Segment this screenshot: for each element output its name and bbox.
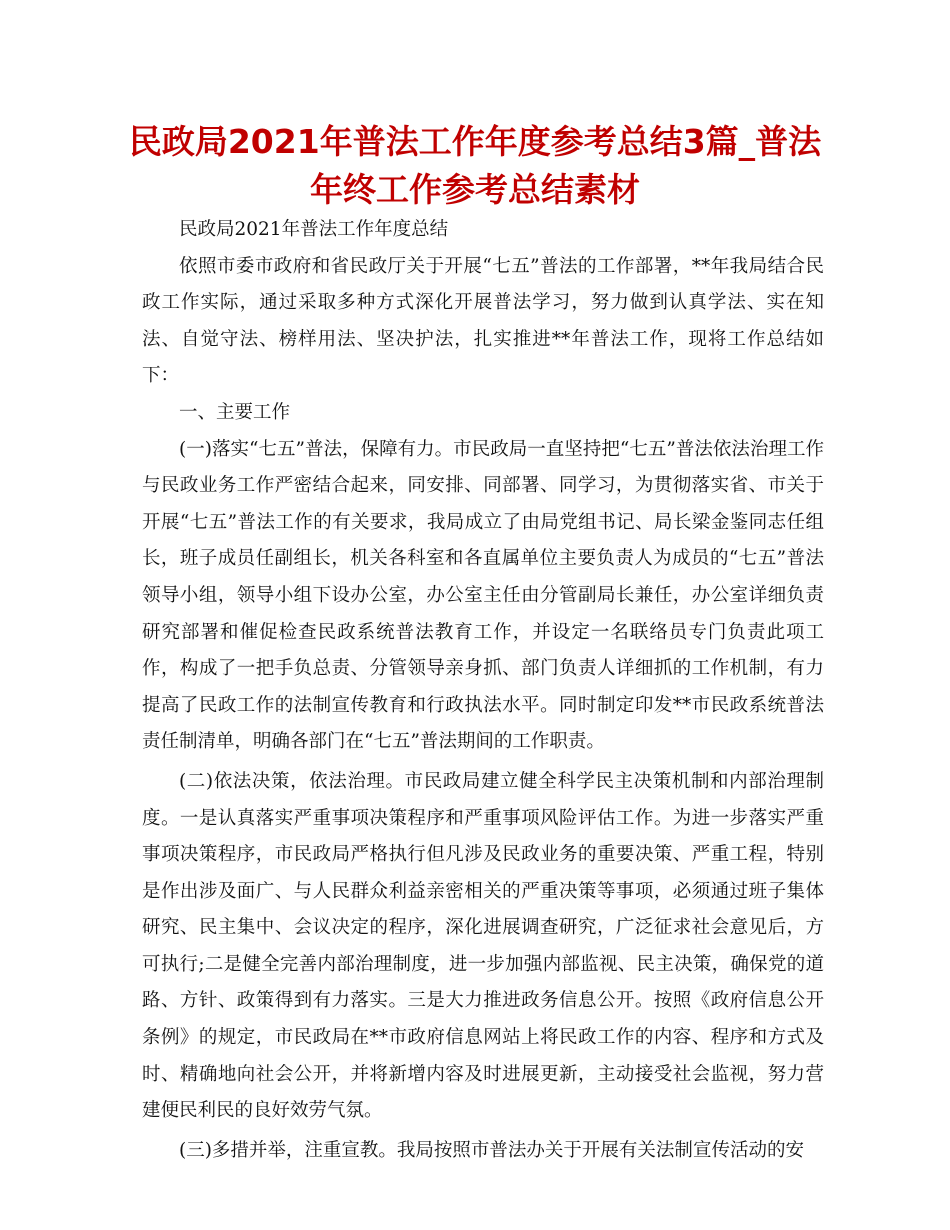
- body-paragraph-2: (二)依法决策，依法治理。市民政局建立健全科学民主决策机制和内部治理制度。一是认真落实严重事项决策程序和严重事项风险评估工作。为进一步落实严重事项决策程序，市民政局严格执行但凡涉及民政业务的重要决策、严重工程，特别是作出涉及面广、与人民群众利益亲密相关的严重决策等事项，必须通过班子集体研究、民主集中、会议决定的程序，深化进展调查研究，广泛征求社会意见后，方可执行;二是健全完善内部治理制度，进一步加强内部监视、民主决策，确保党的道路、方针、政策得到有力落实。三是大力推进政务信息公开。按照《政府信息公开条例》的规定，市民政局在**市政府信息网站上将民政工作的内容、程序和方式及时、精确地向社会公开，并将新增内容及时进展更新，主动接受社会监视，努力营建便民利民的良好效劳气氛。: [142, 770, 824, 1122]
- section-heading: 一、主要工作: [179, 401, 291, 423]
- document-body: [142, 212, 824, 1169]
- document-title: 民政局2021年普法工作年度参考总结3篇_普法年终工作参考总结素材: [128, 122, 822, 209]
- body-paragraph-3: (三)多措并举，注重宣教。我局按照市普法办关于开展有关法制宣传活动的安: [179, 1139, 804, 1161]
- intro-paragraph: 依照市委市政府和省民政厅关于开展“七五”普法的工作部署，**年我局结合民政工作实际，通过采取多种方式深化开展普法学习，努力做到认真学法、实在知法、自觉守法、榜样用法、坚决护法，扎实推进**年普法工作，现将工作总结如下：: [142, 255, 824, 387]
- body-paragraph-1: (一)落实“七五”普法，保障有力。市民政局一直坚持把“七五”普法依法治理工作与民政业务工作严密结合起来，同安排、同部署、同学习，为贯彻落实省、市关于开展“七五”普法工作的有关要求，我局成立了由局党组书记、局长梁金鉴同志任组长，班子成员任副组长，机关各科室和各直属单位主要负责人为成员的“七五”普法领导小组，领导小组下设办公室，办公室主任由分管副局长兼任，办公室详细负责研究部署和催促检查民政系统普法教育工作，并设定一名联络员专门负责此项工作，构成了一把手负总责、分管领导亲身抓、部门负责人详细抓的工作机制，有力提高了民政工作的法制宣传教育和行政执法水平。同时制定印发**市民政系统普法责任制清单，明确各部门在“七五”普法期间的工作职责。: [142, 438, 824, 753]
- subtitle-paragraph: 民政局2021年普法工作年度总结: [179, 219, 449, 240]
